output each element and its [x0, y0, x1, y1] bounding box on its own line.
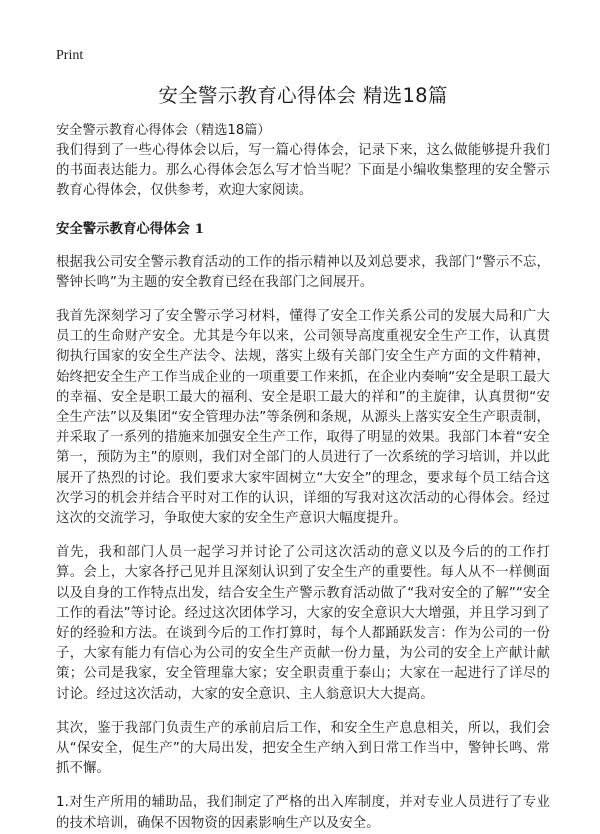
document-subtitle: 安全警示教育心得体会（精选18篇） — [56, 123, 271, 138]
section-heading: 安全警示教育心得体会 1 — [56, 220, 204, 237]
body-paragraph: 我首先深刻学习了安全警示学习材料，懂得了安全工作关系公司的发展大局和广大员工的生命财产安全。尤其是今年以来，公司领导高度重视安全生产工作，认真贯彻执行国家的安全生产法令、法规，落实上级有关部门安全生产方面的文件精神，始终把安全生产工作当成企业的一项重要工作来抓，在企业内奏响“安全是职工最大的幸福、安全是职工最大的福利、安全是职工最大的祥和”的主旋律，认真贯彻“安全生产法”以及集团“安全管理办法”等条例和条规，从源头上落实安全生产职责制，并采取了一系列的措施来加强安全生产工作，取得了明显的效果。我部门本着“安全第一，预防为主”的原则，我们对全部门的人员进行了一次系统的学习培训，并以此展开了热烈的讨论。我们要求大家牢固树立“大安全”的理念，要求每个员工结合这次学习的机会并结合平时对工作的认识，详细的写我对这次活动的心得体会。经过这次的交流学习，争取使大家的安全生产意识大幅度提升。 — [56, 309, 550, 527]
intro-paragraph: 我们得到了一些心得体会以后，写一篇心得体会，记录下来，这么做能够提升我们的书面表达能力。那么心得体会怎么写才恰当呢？下面是小编收集整理的安全警示教育心得体会，仅供参考，欢迎大家阅读。 — [56, 143, 550, 199]
print-link[interactable]: Print — [56, 48, 84, 63]
body-paragraph: 1.对生产所用的辅助品，我们制定了严格的出入库制度，并对专业人员进行了专业的技术培训，确保不因物资的因素影响生产以及安全。 — [56, 795, 550, 831]
body-paragraph: 根据我公司安全警示教育活动的工作的指示精神以及刘总要求，我部门“警示不忘，警钟长鸣”为主题的安全教育已经在我部门之间展开。 — [56, 254, 550, 290]
document-title: 安全警示教育心得体会 精选18篇 — [158, 84, 448, 107]
body-paragraph: 首先，我和部门人员一起学习并讨论了公司这次活动的意义以及今后的的工作打算。会上，大家各抒己见并且深刻认识到了安全生产的重要性。每人从不一样侧面以及自身的工作特点出发，结合安全生产警示教育活动做了“我对安全的了解”“安全工作的看法”等讨论。经过这次团体学习，大家的安全意识大大增强，并且学习到了好的经验和方法。在谈到今后的工作打算时，每个人都踊跃发言：作为公司的一份子，大家有能力有信心为公司的安全生产贡献一份力量，为公司的安全上产献计献策；公司是我家，安全管理靠大家；安全职责重于泰山；大家在一起进行了详尽的讨论。经过这次活动，大家的安全意识、主人翁意识大大提高。 — [56, 545, 550, 702]
body-paragraph: 其次，鉴于我部门负责生产的承前启后工作，和安全生产息息相关，所以，我们会从“保安全，促生产”的大局出发，把安全生产纳入到日常工作当中，警钟长鸣、常抓不懈。 — [56, 720, 550, 777]
